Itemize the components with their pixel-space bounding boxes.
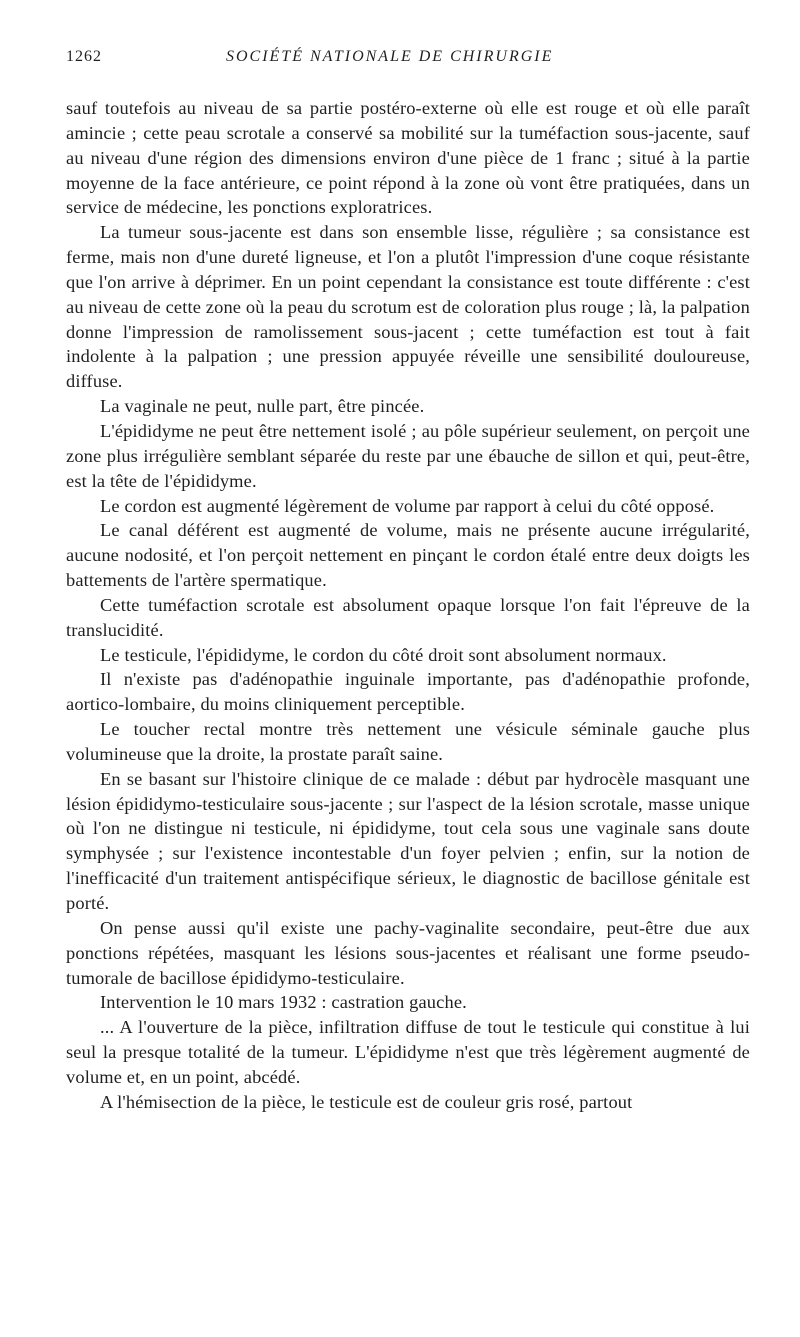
paragraph: sauf toutefois au niveau de sa partie postéro-externe où elle est rouge et où elle paraît amincie ; cette peau scrotale a conservé sa mobilité sur la tuméfaction sous-jacente, sauf au niveau d'une région des dimensions environ d'une pièce de 1 franc ; situé à la partie moyenne de la face antérieure, ce point répond à la zone où vont être pratiquées, dans un service de médecine, les ponctions exploratrices.: [66, 98, 750, 218]
page-header: [66, 48, 750, 76]
paragraph: ... A l'ouverture de la pièce, infiltration diffuse de tout le testicule qui constitue à lui seul la presque totalité de la tumeur. L'épididyme n'est que très légèrement augmenté de volume et, en un point, abcédé.: [66, 1017, 750, 1087]
running-title: SOCIÉTÉ NATIONALE DE CHIRURGIE: [226, 48, 554, 65]
paragraph: L'épididyme ne peut être nettement isolé ; au pôle supérieur seulement, on perçoit une zone plus irrégulière semblant séparée du reste par une ébauche de sillon et qui, peut-être, est la tête de l'épididyme.: [66, 420, 750, 491]
paragraph: La vaginale ne peut, nulle part, être pincée.: [100, 396, 425, 417]
paragraph: En se basant sur l'histoire clinique de ce malade : début par hydrocèle masquant une lésion épididymo-testiculaire sous-jacente ; sur l'aspect de la lésion scrotale, masse unique où l'on ne distingue ni testicule, ni épididyme, tout cela sous une vaginale sans doute symphysée ; sur l'existence incontestable d'un foyer pelvien ; enfin, sur la notion de l'inefficacité d'un traitement antispécifique sérieux, le diagnostic de bacillose génitale est porté.: [66, 768, 750, 913]
paragraph: Le cordon est augmenté légèrement de volume par rapport à celui du côté opposé.: [100, 495, 715, 516]
paragraph: A l'hémisection de la pièce, le testicule est de couleur gris rosé, partout: [100, 1091, 633, 1112]
paragraph: Le testicule, l'épididyme, le cordon du côté droit sont absolument normaux.: [100, 644, 667, 665]
body-text: [66, 96, 750, 1115]
paragraph: Il n'existe pas d'adénopathie inguinale importante, pas d'adénopathie profonde, aortico-lombaire, du moins cliniquement perceptible.: [66, 669, 750, 715]
paragraph: La tumeur sous-jacente est dans son ensemble lisse, régulière ; sa consistance est ferme, mais non d'une dureté ligneuse, et l'on a plutôt l'impression d'une coque résistante que l'on arrive à déprimer. En un point cependant la consistance est toute différente : c'est au niveau de cette zone où la peau du scrotum est de coloration plus rouge ; là, la palpation donne l'impression de ramolissement sous-jacent ; cette tuméfaction est tout à fait indolente à la palpation ; une pression appuyée réveille une sensibilité douloureuse, diffuse.: [66, 222, 750, 392]
paragraph: Cette tuméfaction scrotale est absolument opaque lorsque l'on fait l'épreuve de la translucidité.: [66, 594, 750, 640]
paragraph: On pense aussi qu'il existe une pachy-vaginalite secondaire, peut-être due aux ponctions répétées, masquant les lésions sous-jacentes et réalisant une forme pseudo-tumorale de bacillose épididymo-testiculaire.: [66, 917, 750, 988]
page: [66, 48, 750, 1115]
page-number: 1262: [66, 48, 102, 65]
paragraph: Intervention le 10 mars 1932 : castration gauche.: [100, 992, 467, 1013]
paragraph: Le canal déférent est augmenté de volume, mais ne présente aucune irrégularité, aucune nodosité, et l'on perçoit nettement en pinçant le cordon étalé entre deux doigts les battements de l'artère spermatique.: [66, 520, 750, 591]
paragraph: Le toucher rectal montre très nettement une vésicule séminale gauche plus volumineuse que la droite, la prostate paraît saine.: [66, 719, 750, 764]
